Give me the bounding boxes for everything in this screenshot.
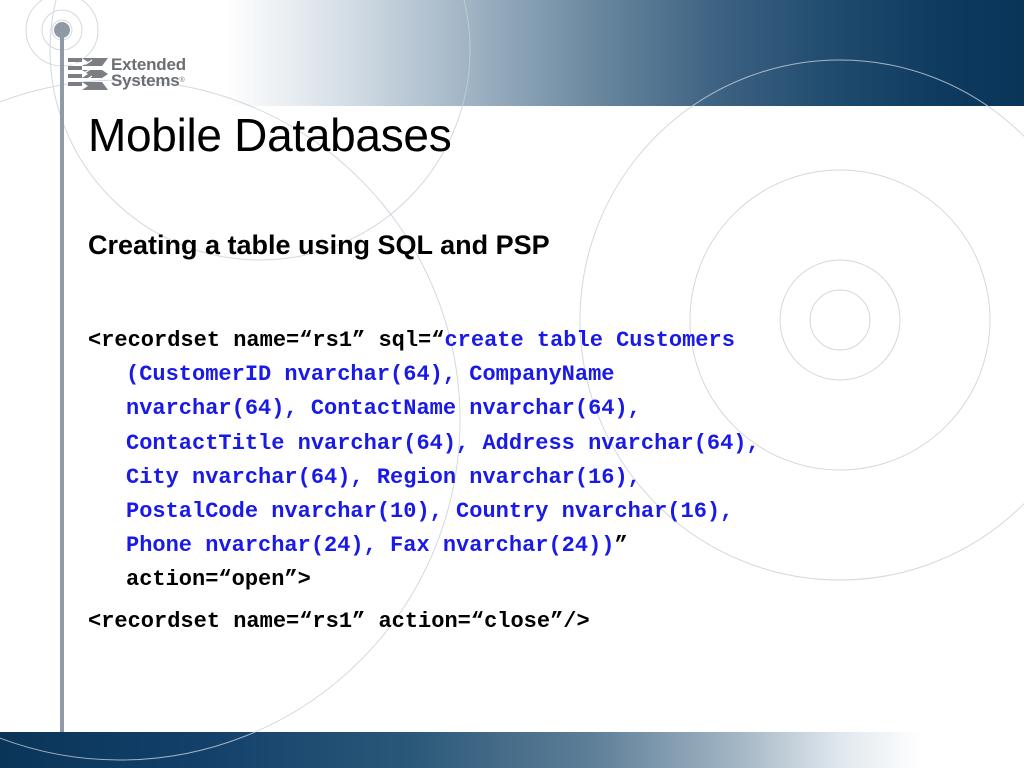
code-line: ContactTitle nvarchar(64), Address nvarchar(64),	[126, 430, 760, 456]
logo-line-1: Extended	[111, 55, 186, 74]
company-logo	[68, 54, 186, 92]
code-line: action=“open”>	[126, 567, 311, 593]
code-line: (CustomerID nvarchar(64), CompanyName	[126, 362, 615, 388]
code-line: City nvarchar(64), Region nvarchar(16),	[126, 464, 641, 490]
code-line: Phone nvarchar(24), Fax nvarchar(24))”	[126, 533, 628, 559]
code-line: PostalCode nvarchar(10), Country nvarchar(16),	[126, 498, 734, 524]
code-line: nvarchar(64), ContactName nvarchar(64),	[126, 396, 641, 422]
logo-wordmark	[111, 57, 186, 89]
logo-line-2: Systems®	[111, 71, 185, 90]
code-close-line: <recordset name=“rs1” action=“close”/>	[88, 608, 590, 634]
code-line: <recordset name=“rs1” sql=“create table Customers	[88, 328, 735, 353]
slide-subtitle: Creating a table using SQL and PSP	[88, 230, 550, 260]
footer-gradient-band	[0, 732, 1024, 768]
slide-title: Mobile Databases	[88, 109, 452, 161]
code-block	[88, 324, 968, 639]
extended-systems-logo-icon	[68, 56, 108, 90]
